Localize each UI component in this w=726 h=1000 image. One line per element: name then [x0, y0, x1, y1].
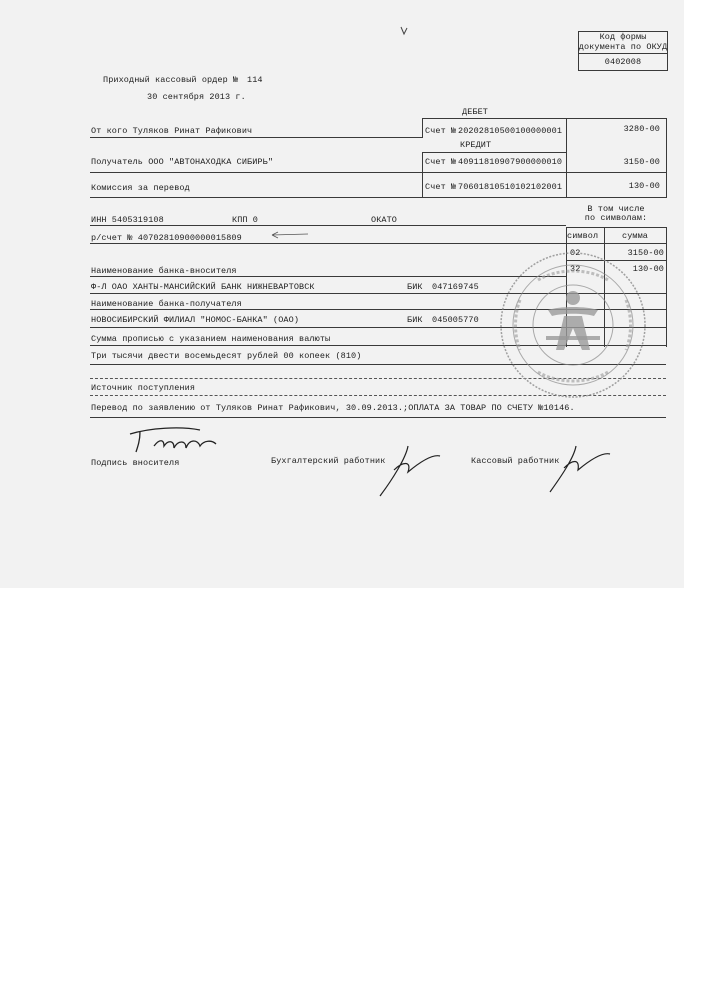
- kpp: КПП 0: [232, 215, 259, 225]
- recipient-bank-label: Наименование банка-получателя: [91, 299, 242, 309]
- credit-amount: 3150-00: [623, 157, 660, 167]
- recipient-bank-bik: 045005770: [432, 315, 479, 325]
- inn: ИНН 5405319108: [91, 215, 164, 225]
- source-value: Перевод по заявлению от Туляков Ринат Рафикович, 30.09.2013.;ОПЛАТА ЗА ТОВАР ПО СЧЕТУ №10146.: [91, 403, 575, 413]
- recipient-bank-bik-label: БИК: [407, 315, 423, 325]
- okud-title-2: документа по ОКУД: [578, 42, 668, 52]
- debit-label: ДЕБЕТ: [462, 107, 489, 117]
- depositor-bank-label: Наименование банка-вносителя: [91, 266, 237, 276]
- accountant-signature-label: Бухгалтерский работник: [271, 456, 386, 466]
- symbols-col-symbol: символ: [567, 231, 599, 241]
- symbols-header-2: по символам:: [584, 213, 648, 223]
- accountant-signature: [374, 440, 444, 500]
- source-label: Источник поступления: [91, 383, 196, 393]
- okud-code: 0402008: [604, 57, 642, 67]
- commission-account-label: Счет №: [425, 182, 457, 192]
- symbols-col-sum: сумма: [622, 231, 649, 241]
- commission-amount: 130-00: [628, 181, 660, 191]
- debit-account: 20202810500100000001: [458, 126, 563, 136]
- symbol-row-2-sum: 130-00: [632, 264, 664, 274]
- credit-account-label: Счет №: [425, 157, 457, 167]
- depositor-bank-bik-label: БИК: [407, 282, 423, 292]
- credit-account: 40911810907900000010: [458, 157, 563, 167]
- recipient-name: Получатель ООО "АВТОНАХОДКА СИБИРЬ": [91, 157, 274, 167]
- current-account: р/счет № 40702810900000015809: [91, 233, 242, 243]
- recipient-bank-name: НОВОСИБИРСКИЙ ФИЛИАЛ "НОМОС-БАНКА" (ОАО): [91, 315, 300, 325]
- depositor-signature: [120, 420, 240, 460]
- arrow-mark: [270, 230, 310, 240]
- cashier-signature: [546, 440, 616, 496]
- symbols-header-1: В том числе: [587, 204, 645, 214]
- okud-title-1: Код формы: [599, 32, 647, 42]
- pen-mark: [400, 26, 408, 36]
- symbol-row-1-sum: 3150-00: [627, 248, 664, 258]
- commission-account: 70601810510102102001: [458, 182, 563, 192]
- credit-label: КРЕДИТ: [460, 140, 492, 150]
- bank-stamp: [498, 250, 648, 400]
- depositor-signature-label: Подпись вносителя: [91, 458, 180, 468]
- depositor-bank-name: Ф-Л ОАО ХАНТЫ-МАНСИЙСКИЙ БАНК НИЖНЕВАРТОВСК: [91, 282, 315, 292]
- debit-amount: 3280-00: [623, 124, 660, 134]
- debit-account-label: Счет №: [425, 126, 457, 136]
- commission-label: Комиссия за перевод: [91, 183, 190, 193]
- sum-words-label: Сумма прописью с указанием наименования валюты: [91, 334, 331, 344]
- document-title: Приходный кассовый ордер №: [103, 75, 239, 85]
- cashier-signature-label: Кассовый работник: [471, 456, 560, 466]
- document-number: 114: [247, 75, 263, 85]
- sum-words-value: Три тысячи двести восемьдесят рублей 00 копеек (810): [91, 351, 362, 361]
- depositor-bank-bik: 047169745: [432, 282, 479, 292]
- document-date: 30 сентября 2013 г.: [147, 92, 246, 102]
- symbol-row-2-code: 32: [570, 264, 581, 274]
- symbol-row-1-code: 02: [570, 248, 581, 258]
- payer-name: От кого Туляков Ринат Рафикович: [91, 126, 253, 136]
- okato: ОКАТО: [371, 215, 398, 225]
